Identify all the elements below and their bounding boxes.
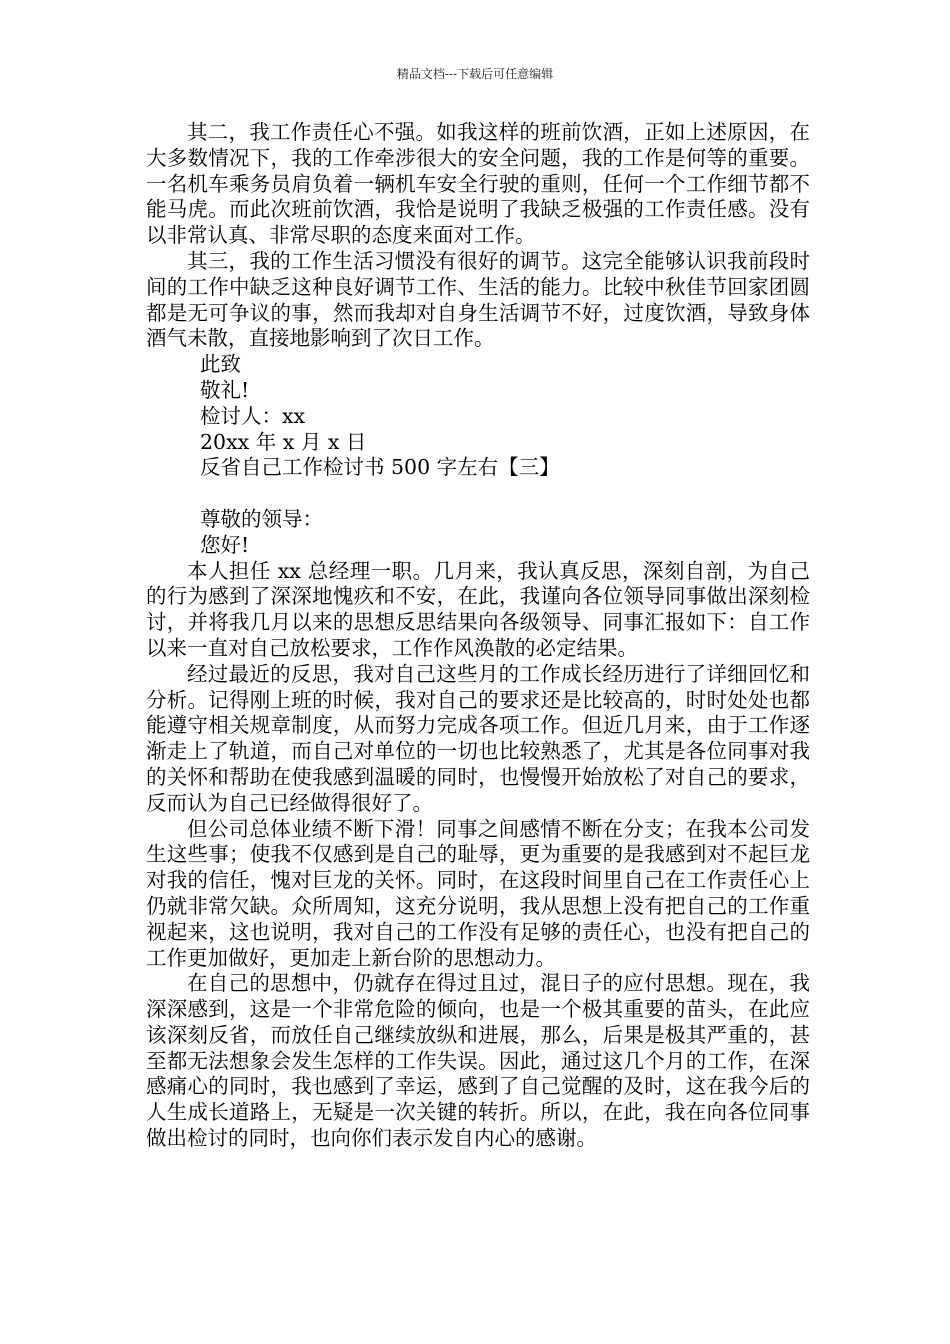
date-line: 20xx 年 x 月 x 日 — [200, 429, 367, 454]
closing-zhizhi: 此致 — [200, 352, 241, 377]
blank-line — [146, 481, 810, 507]
paragraph-reflection: 经过最近的反思，我对自己这些月的工作成长经历进行了详细回忆和分析。记得刚上班的时候，我对自己的要求还是比较高的，时时处处也都能遵守相关规章制度，从而努力完成各项工作。但近几月来，由于工作逐渐走上了轨道，而自己对单位的一切也比较熟悉了，尤其是各位同事对我的关怀和帮助在使我感到温暖的同时，也慢慢开始放松了对自己的要求，反而认为自己已经做得很好了。 — [146, 661, 810, 815]
paragraph-habits: 其三，我的工作生活习惯没有很好的调节。这完全能够认识我前段时间的工作中缺乏这种良好调节工作、生活的能力。比较中秋佳节回家团圆都是无可争议的事，然而我却对自身生活调节不好，过度饮酒，导致身体酒气未散，直接地影响到了次日工作。 — [146, 248, 810, 351]
section-title: 反省自己工作检讨书 500 字左右【三】 — [200, 455, 560, 480]
paragraph-intro: 本人担任 xx 总经理一职。几月来，我认真反思，深刻自剖，为自己的行为感到了深深地愧疚和不安，在此，我谨向各位领导同事做出深刻检讨，并将我几月以来的思想反思结果向各级领导、同事汇报如下：自工作以来一直对自己放松要求，工作作风涣散的必定结果。 — [146, 558, 810, 660]
document-body — [146, 120, 810, 1152]
signer-line: 检讨人：xx — [200, 403, 306, 428]
page-header: 精品文档---下载后可任意编辑 — [396, 67, 554, 81]
closing-jingli: 敬礼! — [200, 377, 250, 402]
paragraph-conclusion: 在自己的思想中，仍就存在得过且过，混日子的应付思想。现在，我深深感到，这是一个非常危险的倾向，也是一个极其重要的苗头，在此应该深刻反省，而放任自己继续放纵和进展，那么，后果是极其严重的，甚至都无法想象会发生怎样的工作失误。因此，通过这几个月的工作，在深感痛心的同时，我也感到了幸运，感到了自己觉醒的及时，这在我今后的人生成长道路上，无疑是一次关键的转折。所以，在此，我在向各位同事做出检讨的同时，也向你们表示发自内心的感谢。 — [146, 971, 810, 1151]
paragraph-company: 但公司总体业绩不断下滑！同事之间感情不断在分支；在我本公司发生这些事；使我不仅感到是自己的耻辱，更为重要的是我感到对不起巨龙对我的信任，愧对巨龙的关怀。同时，在这段时间里自己在工作责任心上仍就非常欠缺。众所周知，这充分说明，我从思想上没有把自己的工作重视起来，这也说明，我对自己的工作没有足够的责任心，也没有把自己的工作更加做好，更加走上新台阶的思想动力。 — [146, 816, 810, 970]
paragraph-responsibility: 其二，我工作责任心不强。如我这样的班前饮酒，正如上述原因，在大多数情况下，我的工作牵涉很大的安全问题，我的工作是何等的重要。一名机车乘务员肩负着一辆机车安全行驶的重则，任何一个工作细节都不能马虎。而此次班前饮酒，我恰是说明了我缺乏极强的工作责任感。没有以非常认真、非常尽职的态度来面对工作。 — [146, 120, 810, 248]
salutation-line: 尊敬的领导： — [200, 506, 323, 531]
greeting-line: 您好! — [200, 532, 250, 557]
